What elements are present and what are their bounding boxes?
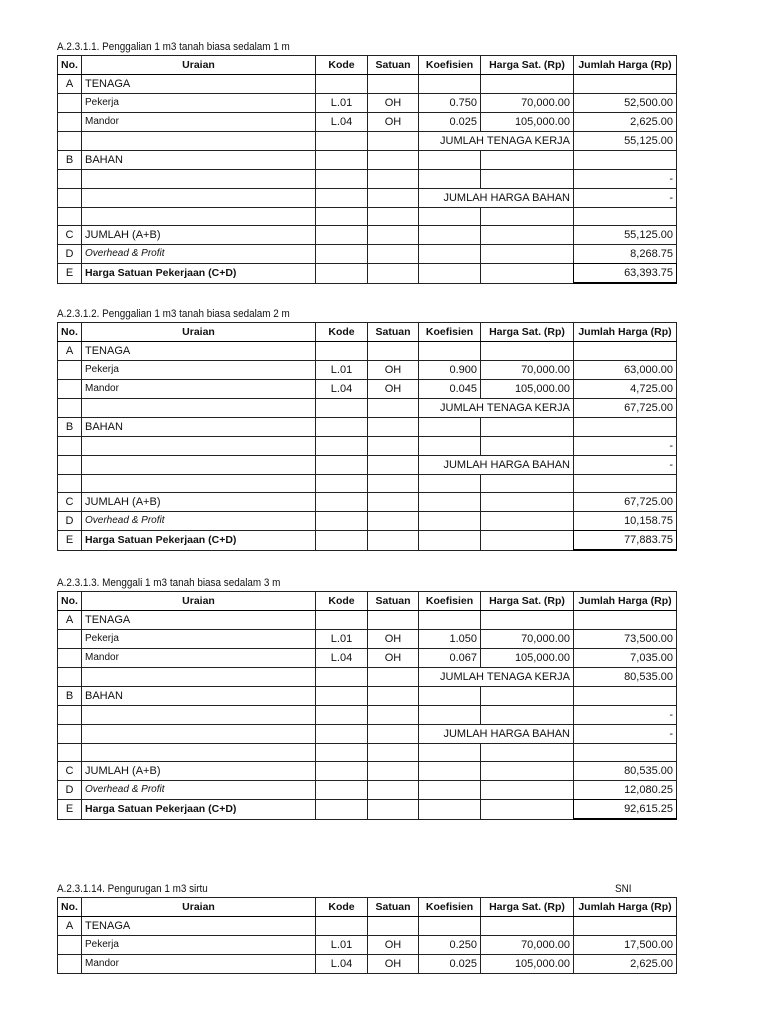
worker-jumlah: 52,500.00 <box>574 94 677 113</box>
worker-jumlah: 4,725.00 <box>574 380 677 399</box>
row-jumlah-ab <box>58 762 677 781</box>
row-letter: A <box>58 75 82 94</box>
col-harga-sat: Harga Sat. (Rp) <box>481 592 574 611</box>
worker-harga: 70,000.00 <box>481 361 574 380</box>
bahan-value: - <box>574 706 677 725</box>
ahsp-section-1 <box>57 39 677 284</box>
col-satuan: Satuan <box>368 323 419 342</box>
col-no: No. <box>58 56 82 75</box>
subtotal-value: - <box>574 456 677 475</box>
worker-row <box>58 380 677 399</box>
group-label: TENAGA <box>82 75 316 94</box>
total-label: JUMLAH (A+B) <box>82 762 316 781</box>
worker-uraian: Pekerja <box>82 936 316 955</box>
worker-jumlah: 63,000.00 <box>574 361 677 380</box>
section-title: A.2.3.1.1. Penggalian 1 m3 tanah biasa sedalam 1 m <box>57 41 290 53</box>
row-overhead <box>58 512 677 531</box>
subtotal-value: 80,535.00 <box>574 668 677 687</box>
row-tenaga <box>58 611 677 630</box>
header-row <box>58 898 677 917</box>
header-row <box>58 323 677 342</box>
unit-price-value: 77,883.75 <box>574 531 677 551</box>
spacer-row <box>58 208 677 226</box>
spacer-row <box>58 744 677 762</box>
subtotal-tenaga-row <box>58 668 677 687</box>
worker-row <box>58 649 677 668</box>
ahsp-section-4 <box>57 881 677 974</box>
worker-satuan: OH <box>368 113 419 132</box>
total-label: JUMLAH (A+B) <box>82 226 316 245</box>
worker-koefisien: 1.050 <box>419 630 481 649</box>
worker-satuan: OH <box>368 361 419 380</box>
worker-harga: 70,000.00 <box>481 630 574 649</box>
worker-kode: L.01 <box>316 936 368 955</box>
section-title: A.2.3.1.14. Pengurugan 1 m3 sirtu <box>57 883 208 895</box>
worker-uraian: Mandor <box>82 649 316 668</box>
col-koefisien: Koefisien <box>419 592 481 611</box>
unit-price-label: Harga Satuan Pekerjaan (C+D) <box>82 800 316 820</box>
worker-koefisien: 0.045 <box>419 380 481 399</box>
row-tenaga <box>58 917 677 936</box>
ahsp-section-3 <box>57 575 677 820</box>
col-koefisien: Koefisien <box>419 323 481 342</box>
worker-uraian: Pekerja <box>82 361 316 380</box>
overhead-value: 10,158.75 <box>574 512 677 531</box>
row-letter: A <box>58 917 82 936</box>
row-letter: B <box>58 687 82 706</box>
worker-koefisien: 0.025 <box>419 955 481 974</box>
worker-uraian: Pekerja <box>82 94 316 113</box>
row-overhead <box>58 781 677 800</box>
worker-kode: L.01 <box>316 630 368 649</box>
cost-analysis-table <box>57 55 677 284</box>
row-overhead <box>58 245 677 264</box>
col-no: No. <box>58 898 82 917</box>
worker-koefisien: 0.750 <box>419 94 481 113</box>
row-letter: E <box>58 800 82 820</box>
row-harga-satuan <box>58 264 677 284</box>
worker-satuan: OH <box>368 955 419 974</box>
row-tenaga <box>58 342 677 361</box>
col-jumlah-harga: Jumlah Harga (Rp) <box>574 323 677 342</box>
col-harga-sat: Harga Sat. (Rp) <box>481 323 574 342</box>
row-letter: A <box>58 342 82 361</box>
group-label: BAHAN <box>82 151 316 170</box>
group-label: BAHAN <box>82 687 316 706</box>
worker-kode: L.04 <box>316 649 368 668</box>
worker-kode: L.01 <box>316 361 368 380</box>
col-kode: Kode <box>316 56 368 75</box>
worker-row <box>58 94 677 113</box>
subtotal-tenaga-row <box>58 399 677 418</box>
overhead-value: 12,080.25 <box>574 781 677 800</box>
worker-satuan: OH <box>368 649 419 668</box>
worker-row <box>58 361 677 380</box>
row-tenaga <box>58 75 677 94</box>
worker-satuan: OH <box>368 94 419 113</box>
ahsp-section-2 <box>57 306 677 551</box>
unit-price-label: Harga Satuan Pekerjaan (C+D) <box>82 264 316 284</box>
section-title: A.2.3.1.3. Menggali 1 m3 tanah biasa sedalam 3 m <box>57 577 281 589</box>
worker-uraian: Mandor <box>82 955 316 974</box>
group-label: TENAGA <box>82 611 316 630</box>
worker-jumlah: 73,500.00 <box>574 630 677 649</box>
row-letter: E <box>58 264 82 284</box>
bahan-empty-row <box>58 170 677 189</box>
col-satuan: Satuan <box>368 592 419 611</box>
worker-row <box>58 113 677 132</box>
worker-jumlah: 7,035.00 <box>574 649 677 668</box>
cost-analysis-table <box>57 591 677 820</box>
bahan-empty-row <box>58 437 677 456</box>
spacer-row <box>58 475 677 493</box>
worker-harga: 70,000.00 <box>481 94 574 113</box>
subtotal-value: - <box>574 189 677 208</box>
unit-price-value: 92,615.25 <box>574 800 677 820</box>
row-letter: E <box>58 531 82 551</box>
subtotal-label: JUMLAH HARGA BAHAN <box>419 189 574 208</box>
bahan-empty-row <box>58 706 677 725</box>
cost-analysis-table <box>57 322 677 551</box>
sni-tag: SNI <box>615 883 632 895</box>
subtotal-value: 67,725.00 <box>574 399 677 418</box>
worker-harga: 105,000.00 <box>481 649 574 668</box>
row-harga-satuan <box>58 800 677 820</box>
col-jumlah-harga: Jumlah Harga (Rp) <box>574 898 677 917</box>
worker-kode: L.04 <box>316 380 368 399</box>
row-letter: C <box>58 762 82 781</box>
worker-row <box>58 630 677 649</box>
subtotal-tenaga-row <box>58 132 677 151</box>
worker-koefisien: 0.025 <box>419 113 481 132</box>
row-letter: B <box>58 151 82 170</box>
subtotal-bahan-row <box>58 725 677 744</box>
row-letter: C <box>58 226 82 245</box>
row-letter: D <box>58 245 82 264</box>
subtotal-label: JUMLAH HARGA BAHAN <box>419 725 574 744</box>
row-harga-satuan <box>58 531 677 551</box>
overhead-value: 8,268.75 <box>574 245 677 264</box>
worker-uraian: Mandor <box>82 380 316 399</box>
row-letter: D <box>58 512 82 531</box>
worker-row <box>58 955 677 974</box>
bahan-value: - <box>574 170 677 189</box>
col-kode: Kode <box>316 898 368 917</box>
col-satuan: Satuan <box>368 56 419 75</box>
worker-harga: 105,000.00 <box>481 380 574 399</box>
header-row <box>58 592 677 611</box>
worker-jumlah: 17,500.00 <box>574 936 677 955</box>
worker-uraian: Mandor <box>82 113 316 132</box>
group-label: TENAGA <box>82 342 316 361</box>
col-harga-sat: Harga Sat. (Rp) <box>481 56 574 75</box>
row-bahan <box>58 151 677 170</box>
worker-koefisien: 0.067 <box>419 649 481 668</box>
overhead-label: Overhead & Profit <box>82 245 316 264</box>
unit-price-label: Harga Satuan Pekerjaan (C+D) <box>82 531 316 551</box>
worker-kode: L.04 <box>316 113 368 132</box>
row-bahan <box>58 687 677 706</box>
col-kode: Kode <box>316 323 368 342</box>
bahan-value: - <box>574 437 677 456</box>
worker-jumlah: 2,625.00 <box>574 955 677 974</box>
col-harga-sat: Harga Sat. (Rp) <box>481 898 574 917</box>
unit-price-value: 63,393.75 <box>574 264 677 284</box>
worker-uraian: Pekerja <box>82 630 316 649</box>
row-jumlah-ab <box>58 493 677 512</box>
worker-koefisien: 0.250 <box>419 936 481 955</box>
subtotal-label: JUMLAH TENAGA KERJA <box>419 399 574 418</box>
overhead-label: Overhead & Profit <box>82 781 316 800</box>
col-no: No. <box>58 323 82 342</box>
col-uraian: Uraian <box>82 56 316 75</box>
row-letter: C <box>58 493 82 512</box>
col-no: No. <box>58 592 82 611</box>
section-title-row <box>57 881 632 897</box>
worker-satuan: OH <box>368 630 419 649</box>
col-kode: Kode <box>316 592 368 611</box>
overhead-label: Overhead & Profit <box>82 512 316 531</box>
row-jumlah-ab <box>58 226 677 245</box>
worker-kode: L.04 <box>316 955 368 974</box>
total-value: 80,535.00 <box>574 762 677 781</box>
subtotal-label: JUMLAH HARGA BAHAN <box>419 456 574 475</box>
col-jumlah-harga: Jumlah Harga (Rp) <box>574 592 677 611</box>
col-uraian: Uraian <box>82 898 316 917</box>
worker-harga: 70,000.00 <box>481 936 574 955</box>
subtotal-label: JUMLAH TENAGA KERJA <box>419 668 574 687</box>
col-koefisien: Koefisien <box>419 56 481 75</box>
header-row <box>58 56 677 75</box>
subtotal-label: JUMLAH TENAGA KERJA <box>419 132 574 151</box>
total-value: 67,725.00 <box>574 493 677 512</box>
worker-koefisien: 0.900 <box>419 361 481 380</box>
group-label: BAHAN <box>82 418 316 437</box>
col-uraian: Uraian <box>82 323 316 342</box>
worker-kode: L.01 <box>316 94 368 113</box>
worker-harga: 105,000.00 <box>481 955 574 974</box>
row-letter: D <box>58 781 82 800</box>
subtotal-value: 55,125.00 <box>574 132 677 151</box>
section-title: A.2.3.1.2. Penggalian 1 m3 tanah biasa sedalam 2 m <box>57 308 290 320</box>
subtotal-bahan-row <box>58 456 677 475</box>
row-bahan <box>58 418 677 437</box>
subtotal-bahan-row <box>58 189 677 208</box>
worker-harga: 105,000.00 <box>481 113 574 132</box>
subtotal-value: - <box>574 725 677 744</box>
col-koefisien: Koefisien <box>419 898 481 917</box>
worker-satuan: OH <box>368 936 419 955</box>
worker-jumlah: 2,625.00 <box>574 113 677 132</box>
col-jumlah-harga: Jumlah Harga (Rp) <box>574 56 677 75</box>
total-value: 55,125.00 <box>574 226 677 245</box>
row-letter: A <box>58 611 82 630</box>
col-satuan: Satuan <box>368 898 419 917</box>
cost-analysis-table <box>57 897 677 974</box>
worker-satuan: OH <box>368 380 419 399</box>
total-label: JUMLAH (A+B) <box>82 493 316 512</box>
col-uraian: Uraian <box>82 592 316 611</box>
worker-row <box>58 936 677 955</box>
row-letter: B <box>58 418 82 437</box>
group-label: TENAGA <box>82 917 316 936</box>
